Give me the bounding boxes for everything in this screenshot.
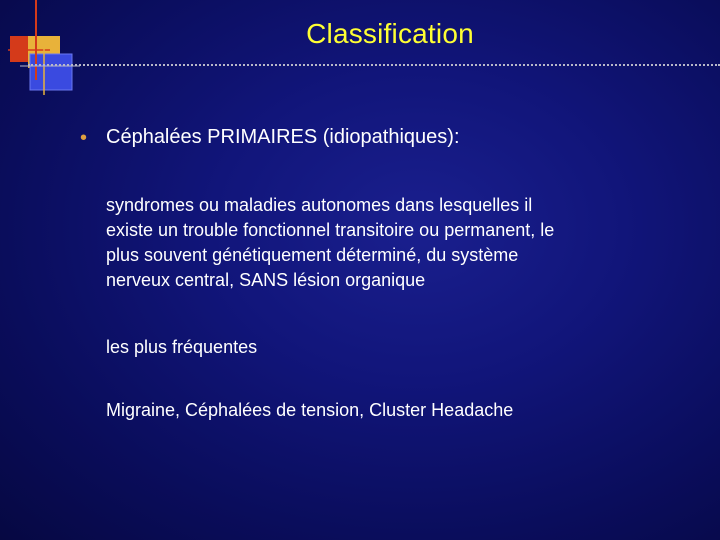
description-paragraph: [106, 193, 696, 293]
description-line: existe un trouble fonctionnel transitoire ou permanent, le: [106, 220, 555, 240]
bullet-marker: •: [80, 127, 88, 149]
examples-text: Migraine, Céphalées de tension, Cluster Headache: [106, 400, 514, 420]
bullet-heading: Céphalées PRIMAIRES (idiopathiques):: [106, 126, 460, 148]
frequent-label: les plus fréquentes: [106, 337, 258, 357]
description-line: plus souvent génétiquement déterminé, du système: [106, 245, 519, 265]
slide-title: Classification: [306, 18, 474, 49]
description-line: nerveux central, SANS lésion organique: [106, 270, 426, 290]
description-line: syndromes ou maladies autonomes dans lesquelles il: [106, 195, 533, 215]
title-divider: [28, 64, 720, 66]
